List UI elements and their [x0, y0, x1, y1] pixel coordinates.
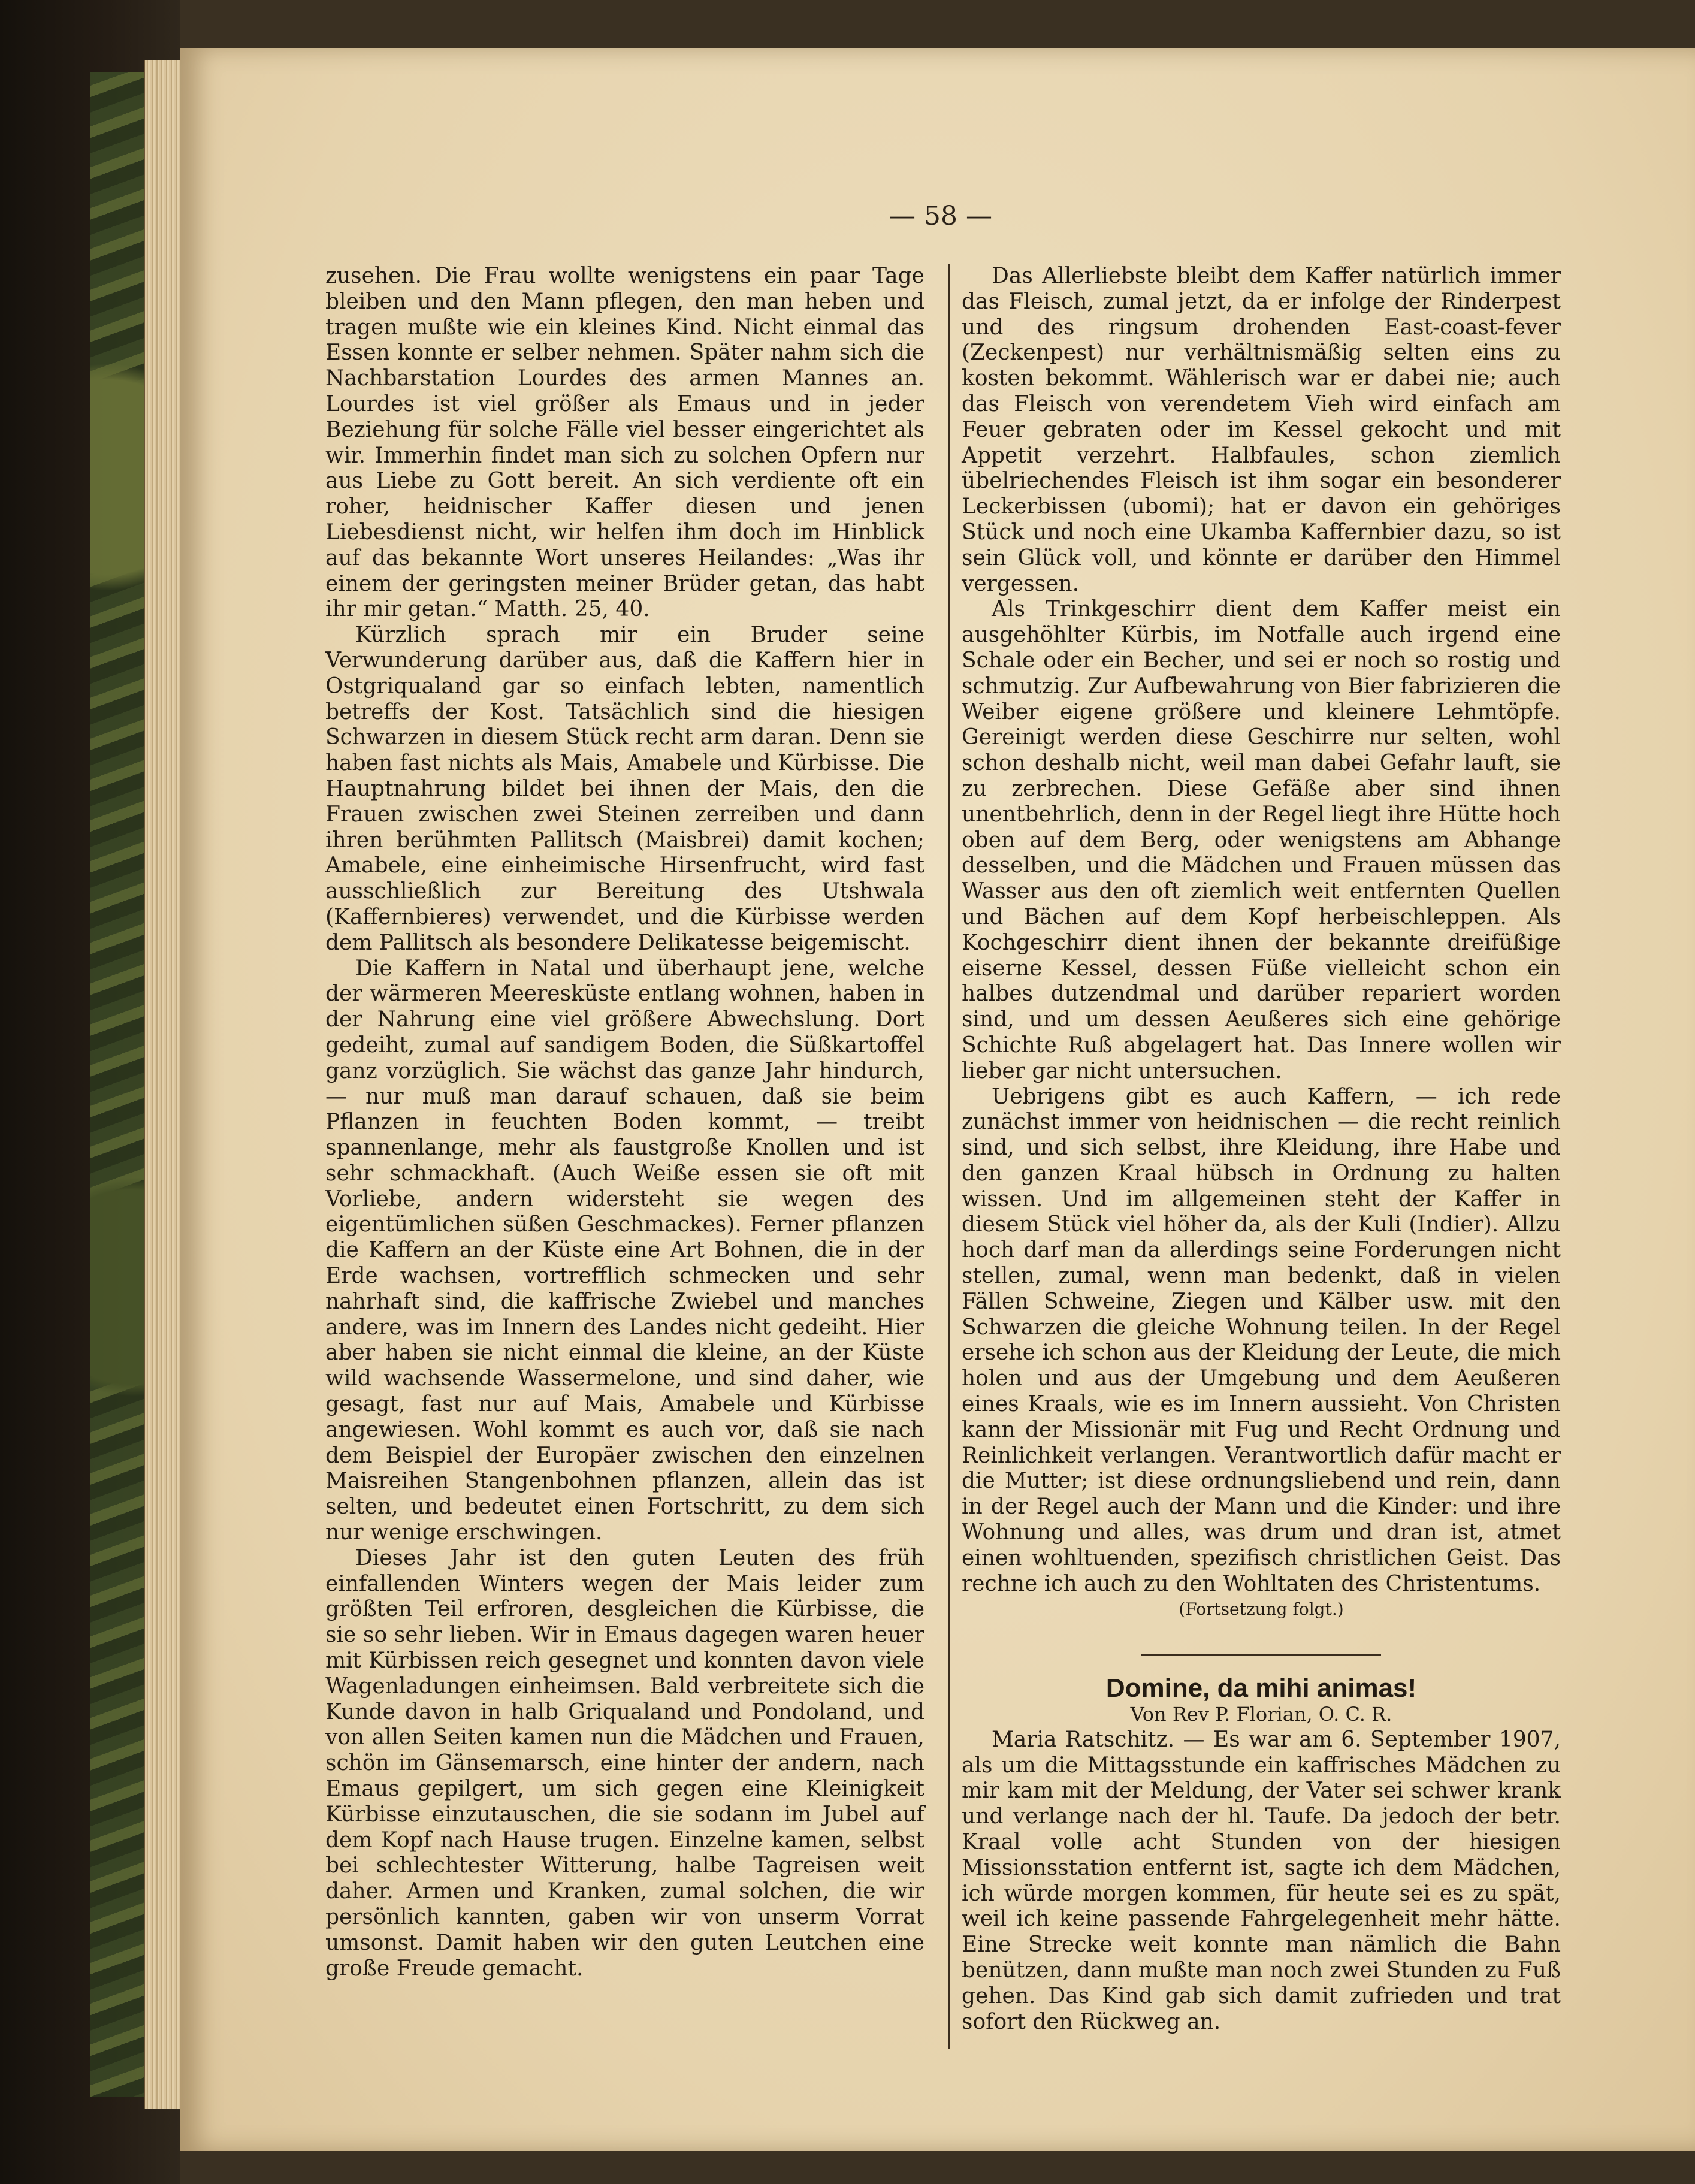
left-column — [325, 264, 924, 1981]
paragraph: Maria Ratschitz. — Es war am 6. September 1907, als um die Mittagsstunde ein kaffrisches Mädchen zu mir kam mit der Meldung, der Vater sei schwer krank und verlange nach der hl. Taufe. Da jedoch der betr. Kraal volle acht Stunden von der hiesigen Missionsstation entfernt ist, sagte ich dem Mädchen, ich würde morgen kommen, für heute sei es zu spät, weil ich keine passende Fahrgelegenheit mehr hätte. Eine Strecke weit konnte man nämlich die Bahn benützen, dann mußte man noch zwei Stunden zu Fuß gehen. Das Kind gab sich damit zufrieden und trat sofort den Rückweg an. — [962, 1727, 1561, 2034]
paragraph: Als Trinkgeschirr dient dem Kaffer meist ein ausgehöhlter Kürbis, im Notfalle auch irgend eine Schale oder ein Becher, und sei er noch so rostig und schmutzig. Zur Aufbewahrung von Bier fabrizieren die Weiber eigene größere und kleinere Lehmtöpfe. Gereinigt werden diese Geschirre nur selten, wohl schon deshalb nicht, weil man dabei Gefahr lauft, sie zu zerbrechen. Diese Gefäße aber sind ihnen unentbehrlich, denn in der Regel liegt ihre Hütte hoch oben auf dem Berg, oder wenigstens am Abhange desselben, und die Mädchen und Frauen müssen das Wasser aus den oft ziemlich weit entfernten Quellen und Bächen auf dem Kopf herbeischleppen. Als Kochgeschirr dient ihnen der bekannte dreifüßige eiserne Kessel, dessen Füße vielleicht schon ein halbes dutzendmal und darüber repariert worden sind, und um dessen Aeußeres sich eine gehörige Schichte Ruß abgelagert hat. Das Innere wollen wir lieber gar nicht untersuchen. — [962, 597, 1561, 1083]
section-divider — [1141, 1654, 1381, 1656]
paragraph: Dieses Jahr ist den guten Leuten des früh einfallenden Winters wegen der Mais leider zum größten Teil erfroren, desgleichen die Kürbisse, die sie so sehr lieben. Wir in Emaus dagegen waren heuer mit Kürbissen reich gesegnet und konnten davon viele Wagenladungen einheimsen. Bald verbreitete sich die Kunde davon in halb Griqualand und Pondoland, und von allen Seiten kamen nun die Mädchen und Frauen, schön im Gänsemarsch, eine hinter der andern, nach Emaus gepilgert, um sich gegen eine Kleinigkeit Kürbisse einzutauschen, die sie sodann im Jubel auf dem Kopf nach Hause trugen. Einzelne kamen, selbst bei schlechtester Witterung, halbe Tagreisen weit daher. Armen und Kranken, zumal solchen, die wir persönlich kannten, gaben wir von unserm Vorrat umsonst. Damit haben wir den guten Leutchen eine große Freude gemacht. — [325, 1545, 924, 1981]
paragraph: Die Kaffern in Natal und überhaupt jene, welche der wärmeren Meeresküste entlang wohnen, haben in der Nahrung eine viel größere Abwechslung. Dort gedeiht, zumal auf sandigem Boden, die Süßkartoffel ganz vorzüglich. Sie wächst das ganze Jahr hindurch, — nur muß man darauf schauen, daß sie beim Pflanzen in feuchten Boden kommt, — treibt spannenlange, mehr als faustgroße Knollen und ist sehr schmackhaft. (Auch Weiße essen sie oft mit Vorliebe, andern widersteht sie wegen des eigentümlichen süßen Geschmackes). Ferner pflanzen die Kaffern an der Küste eine Art Bohnen, die in der Erde wachsen, vortrefflich schmecken und sehr nahrhaft sind, die kaffrische Zwiebel und manches andere, was im Innern des Landes nicht gedeiht. Hier aber haben sie nicht einmal die kleine, an der Küste wild wachsende Wassermelone, und sind daher, wie gesagt, fast nur auf Mais, Amabele und Kürbisse angewiesen. Wohl kommt es auch vor, daß sie nach dem Beispiel der Europäer zwischen den einzelnen Maisreihen Stangenbohnen pflanzen, allein das ist selten, und bedeutet einen Fortschritt, zu dem sich nur wenige erschwingen. — [325, 956, 924, 1545]
marbled-cover-board — [90, 72, 150, 2097]
paragraph: Das Allerliebste bleibt dem Kaffer natürlich immer das Fleisch, zumal jetzt, da er infolge der Rinderpest und des ringsum drohenden East-coast-fever (Zeckenpest) nur verhältnismäßig selten eins zu kosten bekommt. Wählerisch war er dabei nie; auch das Fleisch von verendetem Vieh wird einfach am Feuer gebraten oder im Kessel gekocht und mit Appetit verzehrt. Halbfaules, schon ziemlich übelriechendes Fleisch ist ihm sogar ein besonderer Leckerbissen (ubomi); hat er davon ein gehöriges Stück und noch eine Ukamba Kaffernbier dazu, so ist sein Glück voll, und könnte er darüber den Himmel vergessen. — [962, 264, 1561, 596]
page-number: — 58 — — [889, 201, 992, 231]
article-title: Domine, da mihi animas! — [1105, 1674, 1417, 1703]
paragraph: zusehen. Die Frau wollte wenigstens ein paar Tage bleiben und den Mann pflegen, den man heben und tragen mußte wie ein kleines Kind. Nicht einmal das Essen konnte er selber nehmen. Später nahm sich die Nachbarstation Lourdes des armen Mannes an. Lourdes ist viel größer als Emaus und in jeder Beziehung für solche Fälle viel besser eingerichtet als wir. Immerhin findet man sich zu solchen Opfern nur aus Liebe zu Gott bereit. An sich verdiente oft ein roher, heidnischer Kaffer diesen und jenen Liebesdienst nicht, wir helfen ihm doch im Hinblick auf das bekannte Wort unseres Heilandes: „Was ihr einem der geringsten meiner Brüder getan, das habt ihr mir getan.“ Matth. 25, 40. — [325, 264, 924, 622]
continued-note: (Fortsetzung folgt.) — [1179, 1599, 1344, 1620]
article-byline: Von Rev P. Florian, O. C. R. — [1130, 1703, 1392, 1726]
paragraph: Uebrigens gibt es auch Kaffern, — ich rede zunächst immer von heidnischen — die recht reinlich sind, und sich selbst, ihre Kleidung, ihre Habe und den ganzen Kraal hübsch in Ordnung zu halten wissen. Und im allgemeinen steht der Kaffer in diesem Stück viel höher da, als der Kuli (Indier). Allzu hoch darf man da allerdings seine Forderungen nicht stellen, zumal, wenn man bedenkt, daß in vielen Fällen Schweine, Ziegen und Kälber usw. mit den Schwarzen die gleiche Wohnung teilen. In der Regel ersehe ich schon aus der Kleidung der Leute, die mich holen und aus der Umgebung und dem Aeußeren eines Kraals, wie es im Innern aussieht. Von Christen kann der Missionär mit Fug und Recht Ordnung und Reinlichkeit verlangen. Verantwortlich dafür macht er die Mutter; ist diese ordnungsliebend und rein, dann in der Regel auch der Mann und die Kinder: und ihre Wohnung und alles, was drum und dran ist, atmet einen wohltuenden, spezifisch christlichen Geist. Das rechne ich auch zu den Wohltaten des Christentums. — [962, 1084, 1561, 1596]
right-column — [962, 264, 1561, 2035]
column-divider — [948, 264, 950, 2049]
paragraph: Kürzlich sprach mir ein Bruder seine Verwunderung darüber aus, daß die Kaffern hier in Ostgriqualand gar so einfach lebten, namentlich betreffs der Kost. Tatsächlich sind die hiesigen Schwarzen in diesem Stück recht arm daran. Denn sie haben fast nichts als Mais, Amabele und Kürbisse. Die Hauptnahrung bildet bei ihnen der Mais, den die Frauen zwischen zwei Steinen zerreiben und dann ihren berühmten Pallitsch (Maisbrei) damit kochen; Amabele, eine einheimische Hirsenfrucht, wird fast ausschließlich zur Bereitung des Utshwala (Kaffernbieres) verwendet, und die Kürbisse werden dem Pallitsch als besondere Delikatesse beigemischt. — [325, 623, 924, 955]
